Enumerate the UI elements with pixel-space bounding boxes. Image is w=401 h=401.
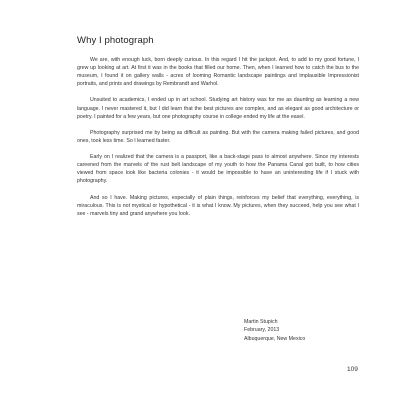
- paragraph-2: Unsuited to academics, I ended up in art school. Studying art history was for me as daunting as learning a new language. I never mastered it, but I did learn that the best pictures are complex, and as elegant as good architecture or poetry. I painted for a few years, but one photography course in college ended my life at the easel.: [77, 97, 359, 120]
- signature-place: Albuquerque, New Mexico: [244, 335, 306, 342]
- paragraph-4: Early on I realized that the camera is a passport, like a back-stage pass to almost anywhere. Since my interests careened from the marvels of the rust belt landscape of my youth to how the Panama Canal got built, to how cities viewed from space look like bacteria colonies - it would be impossible to have an uninteresting life if I stuck with photography.: [77, 154, 359, 185]
- essay-body: [77, 56, 359, 226]
- page-title: Why I photograph: [77, 35, 154, 46]
- signature-date: February, 2013: [244, 327, 280, 334]
- paragraph-5: And so I have. Making pictures, especially of plain things, reinforces my belief that everything, everything, is miraculous. This is not mystical or hypothetical - it is what I know. My pictures, when they succeed, help you see what I see - marvels tiny and grand anywhere you look.: [77, 194, 359, 217]
- paragraph-3: Photography surprised me by being as difficult as painting. But with the camera making failed pictures, and good ones, took less time. So I learned faster.: [77, 129, 359, 144]
- paragraph-1: We are, with enough luck, born deeply curious. In this regard I hit the jackpot. And, to add to my good fortune, I grew up looking at art. At first it was in the books that filled our home. Then, when I learned how to catch the bus to the museum, I found it on gallery walls - acres of looming Romantic landscape paintings and implausible Impressionist portraits, and prints and drawings by Rembrandt and Warhol.: [77, 57, 359, 88]
- signature-block: [244, 318, 305, 343]
- author-name: Martin Stupich: [244, 319, 278, 325]
- page-number: 109: [347, 366, 358, 373]
